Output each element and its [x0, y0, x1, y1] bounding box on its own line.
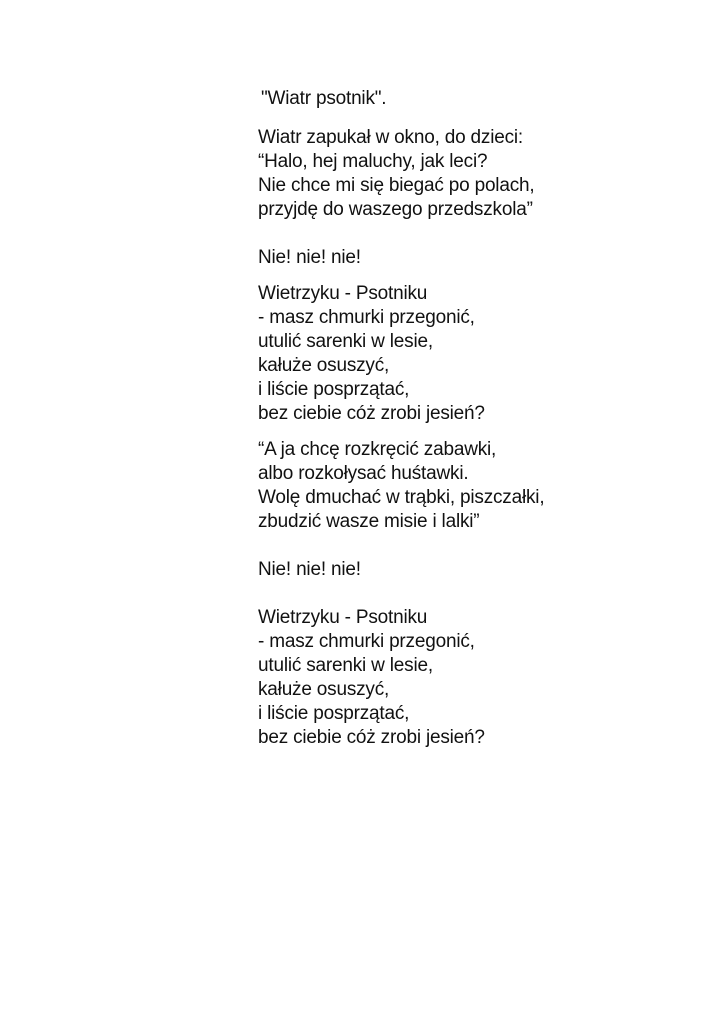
poem-line: - masz chmurki przegonić, — [258, 631, 475, 652]
poem-line: Wiatr zapukał w okno, do dzieci: — [258, 127, 523, 148]
stanza-5-refrain — [258, 558, 698, 582]
poem-title: "Wiatr psotnik". — [261, 88, 387, 109]
stanza-2-refrain — [258, 246, 698, 270]
poem-line: bez ciebie cóż zrobi jesień? — [258, 727, 485, 748]
poem-line: i liście posprzątać, — [258, 703, 410, 724]
poem-line: utulić sarenki w lesie, — [258, 331, 433, 352]
poem-line: utulić sarenki w lesie, — [258, 655, 433, 676]
poem — [258, 87, 698, 750]
poem-line: kałuże osuszyć, — [258, 355, 390, 376]
poem-line: “A ja chcę rozkręcić zabawki, — [258, 439, 497, 460]
stanza-6-chorus — [258, 606, 698, 750]
poem-line: Nie! nie! nie! — [258, 247, 361, 268]
poem-line: Nie chce mi się biegać po polach, — [258, 175, 535, 196]
stanza-1 — [258, 126, 698, 222]
stanza-4 — [258, 438, 698, 534]
poem-line: - masz chmurki przegonić, — [258, 307, 475, 328]
poem-line: Wolę dmuchać w trąbki, piszczałki, — [258, 487, 545, 508]
poem-line: zbudzić wasze misie i lalki” — [258, 511, 480, 532]
poem-line: i liście posprzątać, — [258, 379, 410, 400]
poem-line: kałuże osuszyć, — [258, 679, 390, 700]
poem-line: przyjdę do waszego przedszkola” — [258, 199, 533, 220]
poem-line: Wietrzyku - Psotniku — [258, 283, 428, 304]
poem-line: Wietrzyku - Psotniku — [258, 607, 428, 628]
poem-line: Nie! nie! nie! — [258, 559, 361, 580]
poem-line: albo rozkołysać huśtawki. — [258, 463, 469, 484]
poem-line: bez ciebie cóż zrobi jesień? — [258, 403, 485, 424]
poem-line: “Halo, hej maluchy, jak leci? — [258, 151, 488, 172]
stanza-3-chorus — [258, 282, 698, 426]
